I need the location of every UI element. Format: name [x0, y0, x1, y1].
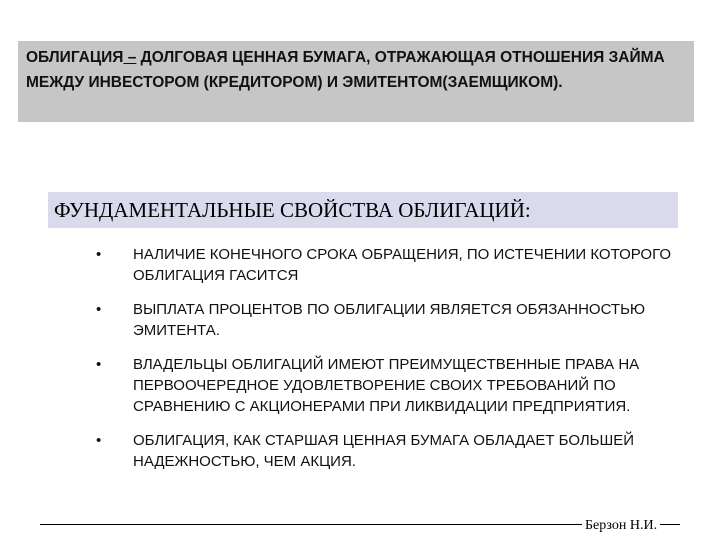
definition-text: ДОЛГОВАЯ ЦЕННАЯ БУМАГА, ОТРАЖАЮЩАЯ ОТНОШЕНИЯ ЗАЙМА МЕЖДУ ИНВЕСТОРОМ (КРЕДИТОРОМ) И ЭМИТЕНТОМ(ЗАЕМЩИКОМ).: [26, 49, 665, 91]
bullet-icon: •: [96, 301, 102, 318]
properties-heading: ФУНДАМЕНТАЛЬНЫЕ СВОЙСТВА ОБЛИГАЦИЙ:: [48, 192, 678, 228]
bullet-icon: •: [96, 246, 102, 263]
list-item: [0, 244, 673, 286]
definition-term: ОБЛИГАЦИЯ: [26, 49, 124, 66]
author-credit: Берзон Н.И.: [582, 518, 660, 534]
property-text: ВЫПЛАТА ПРОЦЕНТОВ ПО ОБЛИГАЦИИ ЯВЛЯЕТСЯ ОБЯЗАННОСТЬЮ ЭМИТЕНТА.: [133, 301, 646, 339]
bullet-icon: •: [96, 356, 102, 373]
list-item: [0, 430, 673, 472]
property-text: НАЛИЧИЕ КОНЕЧНОГО СРОКА ОБРАЩЕНИЯ, ПО ИСТЕЧЕНИИ КОТОРОГО ОБЛИГАЦИЯ ГАСИТСЯ: [133, 246, 672, 284]
definition-box: [18, 41, 694, 122]
property-text: ОБЛИГАЦИЯ, КАК СТАРШАЯ ЦЕННАЯ БУМАГА ОБЛАДАЕТ БОЛЬШЕЙ НАДЕЖНОСТЬЮ, ЧЕМ АКЦИЯ.: [133, 432, 635, 470]
properties-list: [0, 244, 720, 485]
bullet-icon: •: [96, 432, 102, 449]
property-text: ВЛАДЕЛЬЦЫ ОБЛИГАЦИЙ ИМЕЮТ ПРЕИМУЩЕСТВЕННЫЕ ПРАВА НА ПЕРВООЧЕРЕДНОЕ УДОВЛЕТВОРЕНИЕ СВОИХ ТРЕБОВАНИЙ ПО СРАВНЕНИЮ С АКЦИОНЕРАМИ ПРИ ЛИКВИДАЦИИ ПРЕДПРИЯТИЯ.: [133, 356, 640, 415]
list-item: [0, 354, 673, 417]
list-item: [0, 299, 673, 341]
definition-dash: –: [123, 49, 137, 66]
